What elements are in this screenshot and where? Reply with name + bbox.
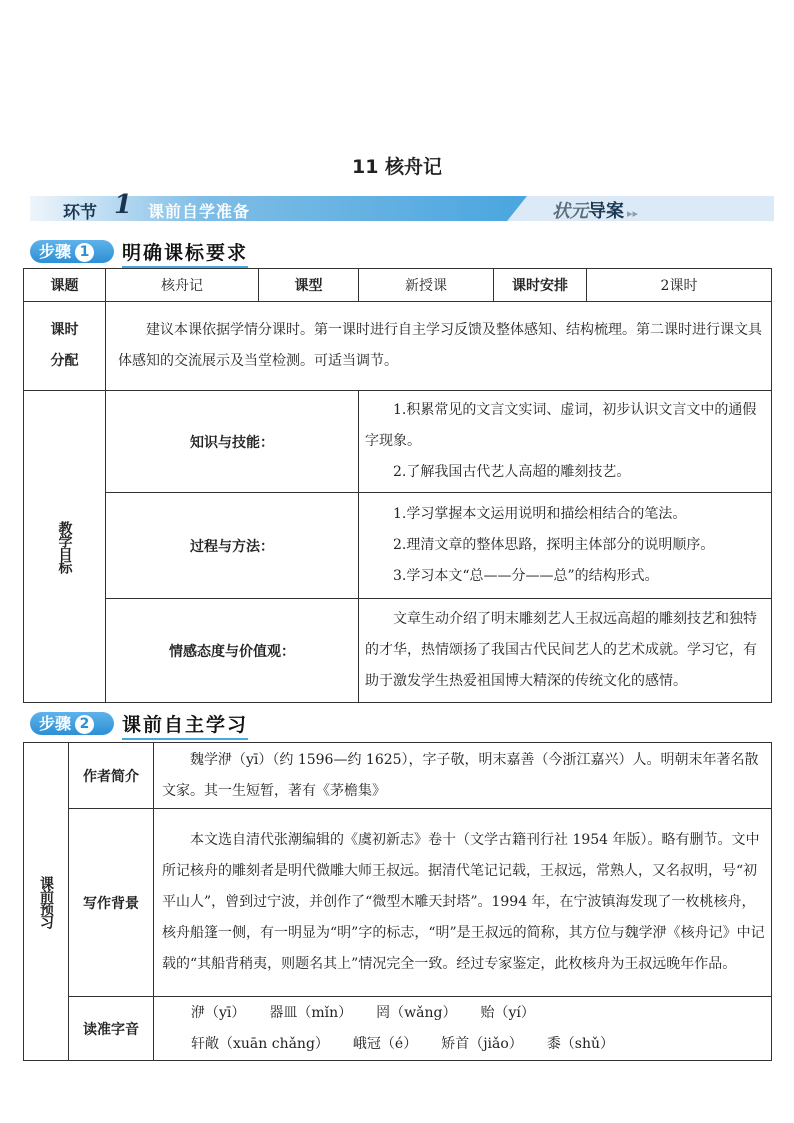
double-arrow-icon: ▸▸: [627, 207, 639, 220]
step2-pill-label: 步骤: [39, 714, 72, 733]
banner-huanjie: 环节: [63, 203, 97, 223]
cell-anpai-value: 2课时: [587, 269, 772, 302]
pinyin-row-1: [191, 998, 771, 1029]
fenpei-key-line2: 分配: [50, 353, 79, 369]
zhishi-item-1: 1.积累常见的文言文实词、虚词，初步认识文言文中的通假字现象。: [365, 402, 757, 449]
step2-pill: [30, 712, 114, 735]
banner-gradient: [30, 196, 527, 221]
cell-duzhun-items: [154, 997, 772, 1061]
step1-pill: [30, 240, 114, 263]
cell-keti-value: 核舟记: [106, 269, 259, 302]
cell-zuozhe-label: 作者简介: [69, 743, 154, 809]
cell-zhishi-label: 知识与技能：: [106, 391, 359, 493]
pinyin-row-2: [191, 1029, 771, 1060]
cell-guocheng-label: 过程与方法：: [106, 493, 359, 599]
zhishi-item-2: 2.了解我国古代艺人高超的雕刻技艺。: [393, 464, 631, 480]
cell-zuozhe-text: 魏学洢（yī）（约 1596—约 1625），字子敬，明末嘉善（今浙江嘉兴）人。明朝末年著名散文家。其一生短暂，著有《茅檐集》: [154, 743, 772, 809]
banner-zhuangyuan: [552, 197, 638, 223]
cell-mubiao-label: [24, 391, 106, 703]
cell-qinggan-label: 情感态度与价值观：: [106, 599, 359, 703]
guocheng-item-2: 2.理清文章的整体思路，探明主体部分的说明顺序。: [393, 537, 715, 553]
guocheng-item-1: 1.学习掌握本文运用说明和描绘相结合的笔法。: [393, 506, 687, 522]
cell-fenpei-text: 建议本课依据学情分课时。第一课时进行自主学习反馈及整体感知、结构梳理。第二课时进行课文具体感知的交流展示及当堂检测。可适当调节。: [106, 302, 772, 391]
pinyin-item: 器皿（mǐn）: [269, 1004, 353, 1021]
cell-qinggan-text: 文章生动介绍了明末雕刻艺人王叔远高超的雕刻技艺和独特的才华，热情颂扬了我国古代民间艺人的艺术成就。学习它，有助于激发学生热爱祖国博大精深的传统文化的感情。: [359, 599, 772, 703]
step1-title: 明确课标要求: [122, 238, 248, 268]
cell-fenpei-key: [24, 302, 106, 391]
cell-duzhun-label: 读准字音: [69, 997, 154, 1061]
page-title: 11 核舟记: [351, 156, 443, 178]
cell-zhishi-items: [359, 391, 772, 493]
pinyin-item: 黍（shǔ）: [546, 1035, 615, 1052]
pinyin-item: 轩敞（xuān chǎng）: [191, 1035, 329, 1052]
cell-beijing-text: 本文选自清代张潮编辑的《虞初新志》卷十（文学古籍刊行社 1954 年版）。略有删节。文中所记核舟的雕刻者是明代微雕大师王叔远。据清代笔记记载，王叔远，常熟人，又名叔明，号“初平山人”，曾到过宁波，并创作了“微型木雕天封塔”。1994 年，在宁波镇海发现了一枚桃核舟，核舟船篷一侧，有一明显为“明”字的标志，“明”是王叔远的简称，其方位与魏学洢《核舟记》中记载的“其船背稍夷，则题名其上”情况完全一致。经过专家鉴定，此枚核舟为王叔远晚年作品。: [154, 809, 772, 997]
cell-keti-key: 课题: [24, 269, 106, 302]
fenpei-key-line1: 课时: [50, 322, 79, 338]
cell-kexing-value: 新授课: [359, 269, 494, 302]
banner-section-title: 课前自学准备: [148, 202, 251, 221]
step2-number: 2: [75, 715, 94, 734]
cell-beijing-label: 写作背景: [69, 809, 154, 997]
cell-yuxi-label: [24, 743, 69, 1061]
cell-kexing-key: 课型: [259, 269, 359, 302]
preview-table: [23, 742, 772, 1061]
guocheng-item-3: 3.学习本文“总——分——总”的结构形式。: [393, 568, 659, 584]
pinyin-item: 罔（wǎng）: [376, 1004, 457, 1021]
cell-guocheng-items: [359, 493, 772, 599]
step1-pill-label: 步骤: [39, 242, 72, 261]
pinyin-item: 矫首（jiǎo）: [441, 1035, 523, 1052]
section-banner: [30, 190, 774, 223]
step1-number: 1: [75, 243, 94, 262]
pinyin-item: 洢（yī）: [191, 1004, 246, 1021]
banner-daoan-text: 导案: [588, 201, 624, 222]
yuxi-label-text: 课前预习: [38, 875, 54, 928]
banner-zhuangyuan-text: 状元: [552, 201, 588, 222]
pinyin-item: 贻（yí）: [480, 1004, 535, 1021]
step2-title: 课前自主学习: [122, 710, 248, 740]
pinyin-item: 峨冠（é）: [352, 1035, 418, 1052]
cell-anpai-key: 课时安排: [494, 269, 587, 302]
banner-number: 1: [114, 190, 133, 220]
mubiao-label-text: 教学目标: [56, 520, 73, 573]
course-standard-table: [23, 268, 772, 703]
